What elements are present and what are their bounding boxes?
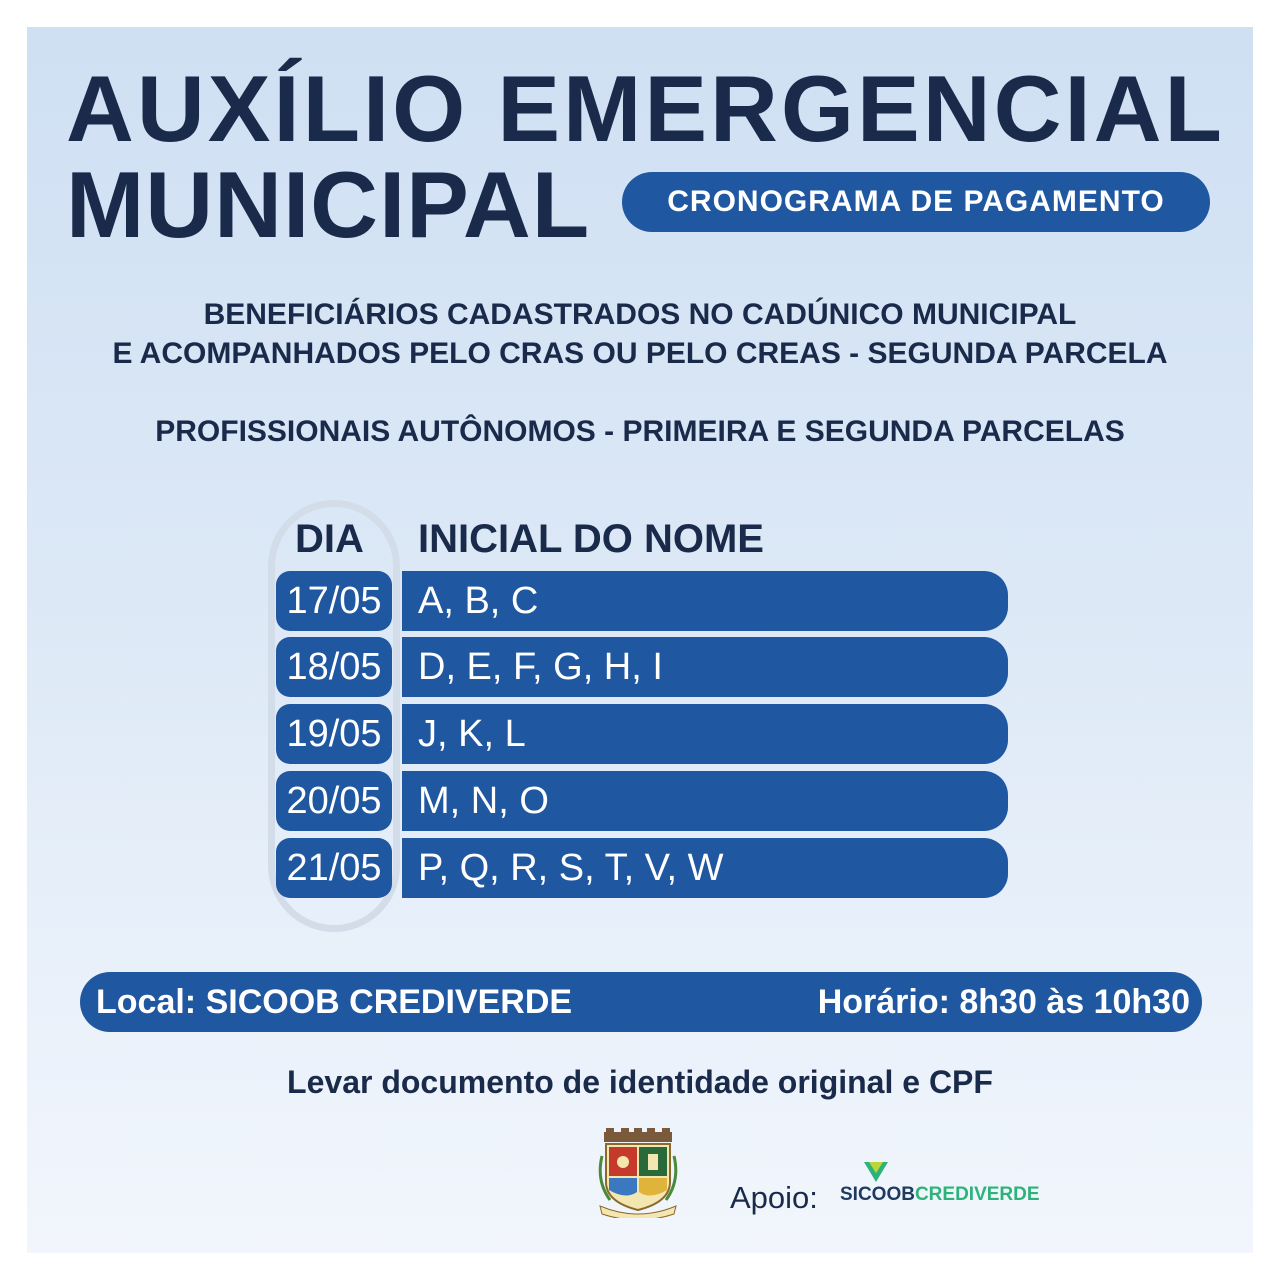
schedule-row bbox=[276, 838, 1008, 898]
location-text: Local: SICOOB CREDIVERDE bbox=[96, 982, 573, 1021]
schedule-row bbox=[276, 704, 1008, 764]
row-date: 20/05 bbox=[276, 771, 392, 831]
title-line-1: AUXÍLIO EMERGENCIAL bbox=[66, 56, 1225, 161]
schedule-badge bbox=[622, 172, 1210, 232]
schedule-row bbox=[276, 771, 1008, 831]
info-line-1: BENEFICIÁRIOS CADASTRADOS NO CADÚNICO MUNICIPAL bbox=[203, 298, 1077, 331]
sicoob-wordmark-part1: SICOOB bbox=[840, 1184, 915, 1205]
row-letters: J, K, L bbox=[418, 712, 526, 755]
header-day: DIA bbox=[295, 517, 364, 561]
row-date: 21/05 bbox=[276, 838, 392, 898]
row-date: 19/05 bbox=[276, 704, 392, 764]
info-line-3: PROFISSIONAIS AUTÔNOMOS - PRIMEIRA E SEGUNDA PARCELAS bbox=[155, 415, 1125, 448]
document-note: Levar documento de identidade original e CPF bbox=[287, 1064, 993, 1100]
schedule-row bbox=[276, 571, 1008, 631]
header-initials: INICIAL DO NOME bbox=[418, 517, 764, 561]
row-letters: P, Q, R, S, T, V, W bbox=[418, 846, 724, 889]
row-letters: A, B, C bbox=[418, 579, 539, 622]
row-date: 18/05 bbox=[276, 637, 392, 697]
schedule-badge-label: CRONOGRAMA DE PAGAMENTO bbox=[667, 185, 1165, 218]
municipal-coat-of-arms-icon bbox=[596, 1126, 680, 1218]
hours-text: Horário: 8h30 às 10h30 bbox=[817, 982, 1190, 1021]
sicoob-wordmark bbox=[840, 1184, 1040, 1206]
support-label: Apoio: bbox=[730, 1180, 818, 1215]
row-letters: D, E, F, G, H, I bbox=[418, 645, 663, 688]
sicoob-logo bbox=[840, 1162, 1040, 1212]
row-date: 17/05 bbox=[276, 571, 392, 631]
sicoob-wordmark-part2: CREDIVERDE bbox=[914, 1184, 1040, 1205]
title-line-2: MUNICIPAL bbox=[66, 152, 591, 257]
schedule-row bbox=[276, 637, 1008, 697]
sicoob-logo-icon bbox=[864, 1162, 888, 1184]
row-letters: M, N, O bbox=[418, 779, 549, 822]
info-line-2: E ACOMPANHADOS PELO CRAS OU PELO CREAS - SEGUNDA PARCELA bbox=[112, 337, 1168, 370]
